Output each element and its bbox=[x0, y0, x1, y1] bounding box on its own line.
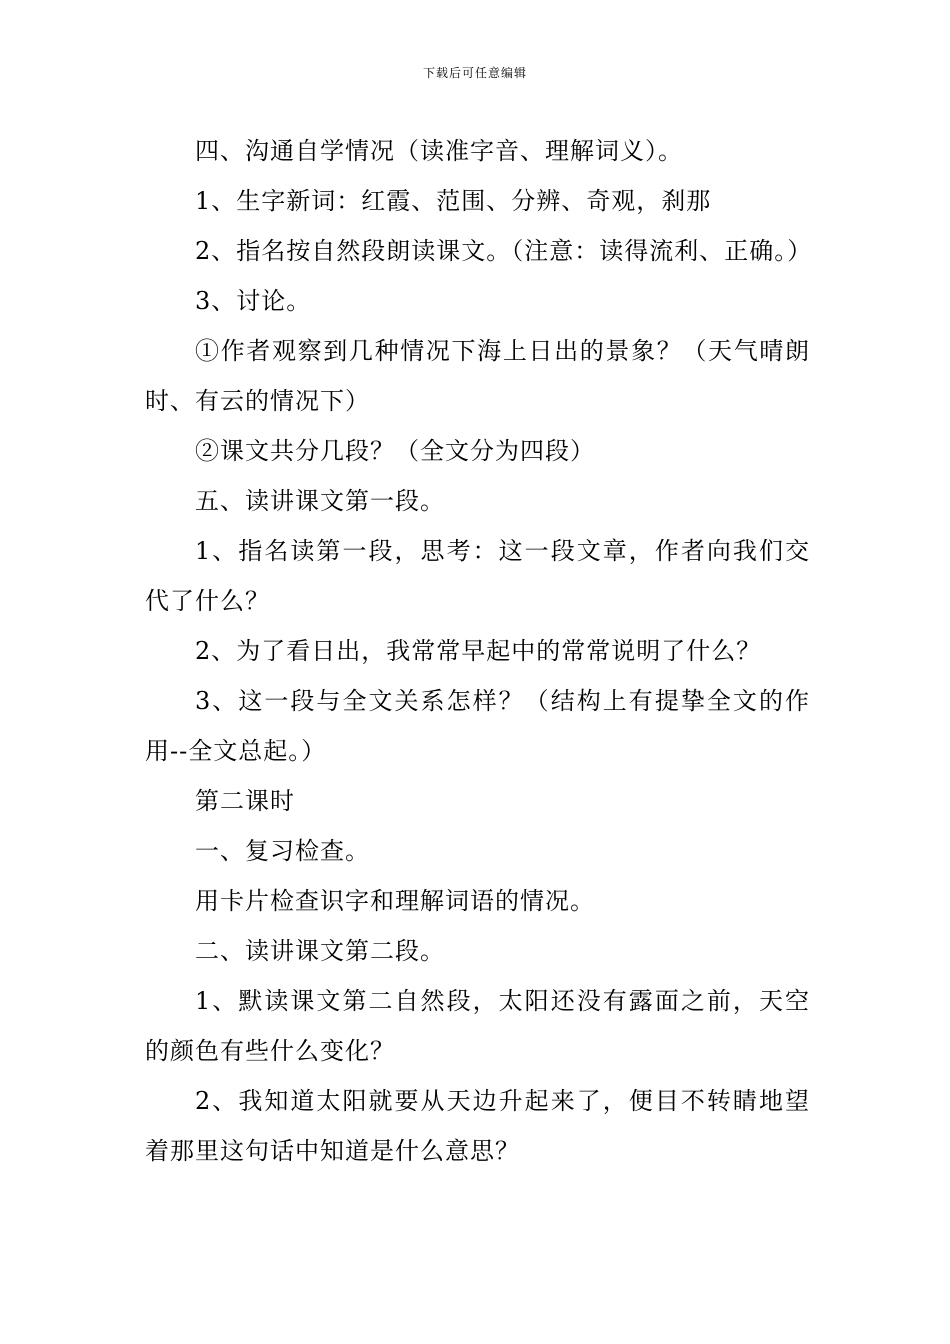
paragraph: 2、指名按自然段朗读课文。（注意：读得流利、正确。） bbox=[195, 237, 813, 265]
paragraph: 3、讨论。 bbox=[195, 287, 312, 315]
paragraph: 1、指名读第一段，思考：这一段文章，作者向我们交代了什么？ bbox=[145, 537, 810, 615]
paragraph: ①作者观察到几种情况下海上日出的景象？（天气晴朗时、有云的情况下） bbox=[145, 337, 810, 415]
paragraph: 2、为了看日出，我常常早起中的常常说明了什么？ bbox=[195, 637, 762, 665]
section-heading: 第二课时 bbox=[195, 787, 295, 815]
page-header: 下载后可任意编辑 bbox=[422, 66, 527, 80]
paragraph: 3、这一段与全文关系怎样？（结构上有提挚全文的作用--全文总起。） bbox=[145, 687, 810, 765]
paragraph: ②课文共分几段？（全文分为四段） bbox=[195, 437, 595, 465]
paragraph: 1、生字新词：红霞、范围、分辨、奇观，刹那 bbox=[195, 187, 712, 215]
paragraph: 四、沟通自学情况（读准字音、理解词义）。 bbox=[195, 137, 683, 165]
paragraph: 一、复习检查。 bbox=[195, 837, 370, 865]
paragraph: 用卡片检查识字和理解词语的情况。 bbox=[195, 887, 595, 915]
paragraph: 二、读讲课文第二段。 bbox=[195, 937, 445, 965]
paragraph: 2、我知道太阳就要从天边升起来了，便目不转睛地望着那里这句话中知道是什么意思？ bbox=[145, 1087, 810, 1165]
paragraph: 五、读讲课文第一段。 bbox=[195, 487, 445, 515]
paragraph: 1、默读课文第二自然段，太阳还没有露面之前，天空的颜色有些什么变化？ bbox=[145, 987, 810, 1065]
document-body bbox=[145, 126, 813, 1176]
